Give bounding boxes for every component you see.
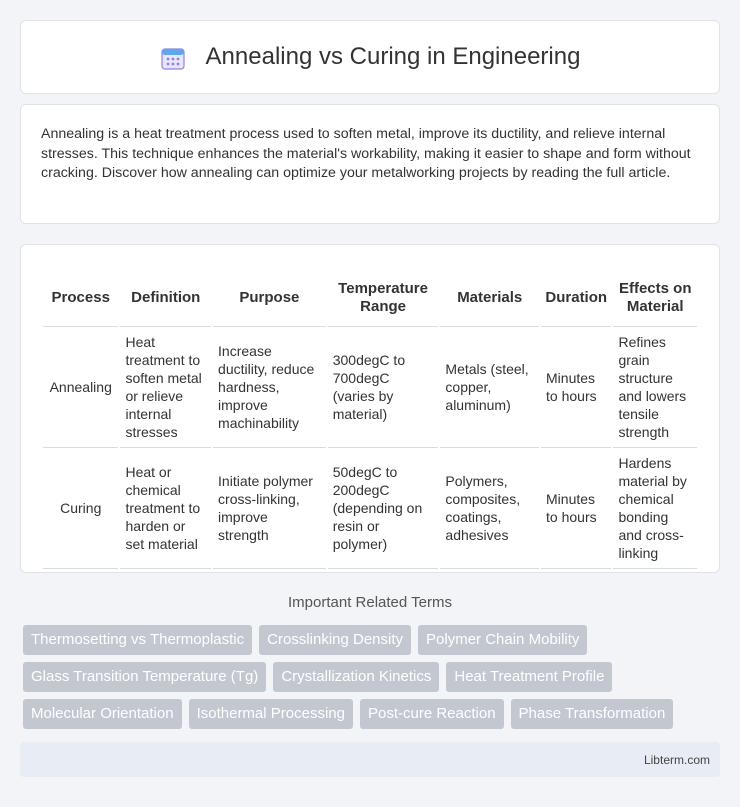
related-term-tag[interactable]: Phase Transformation — [511, 699, 674, 729]
header-process: Process — [43, 263, 118, 327]
table-cell: Refines grain structure and lowers tensile strength — [613, 327, 697, 448]
table-cell: Minutes to hours — [541, 327, 611, 448]
table-cell: 300degC to 700degC (varies by material) — [328, 327, 439, 448]
related-term-tag[interactable]: Heat Treatment Profile — [446, 662, 612, 692]
table-header-row — [43, 263, 697, 327]
header-materials: Materials — [440, 263, 539, 327]
table-cell: Increase ductility, reduce hardness, improve machinability — [213, 327, 326, 448]
comparison-table-card — [20, 244, 720, 573]
header-purpose: Purpose — [213, 263, 326, 327]
intro-card — [20, 104, 720, 224]
related-terms-title: Important Related Terms — [288, 594, 452, 611]
related-term-tag[interactable]: Crystallization Kinetics — [273, 662, 439, 692]
table-cell: Initiate polymer cross-linking, improve strength — [213, 448, 326, 569]
intro-text: Annealing is a heat treatment process used to soften metal, improve its ductility, and relieve internal stresses. This technique enhances the material's workability, making it easier to shape and form without cracking. Discover how annealing can optimize your metalworking projects by reading the full article. — [41, 126, 691, 181]
table-cell: 50degC to 200degC (depending on resin or polymer) — [328, 448, 439, 569]
table-cell: Annealing — [43, 327, 118, 448]
related-term-tag[interactable]: Molecular Orientation — [23, 699, 182, 729]
table-cell: Minutes to hours — [541, 448, 611, 569]
page-title: Annealing vs Curing in Engineering — [205, 43, 581, 70]
header-duration: Duration — [541, 263, 611, 327]
header-definition: Definition — [120, 263, 211, 327]
header-temperature-range: Temperature Range — [328, 263, 439, 327]
comparison-table — [41, 263, 699, 569]
calendar-icon — [160, 45, 186, 69]
table-cell: Hardens material by chemical bonding and cross-linking — [613, 448, 697, 569]
related-term-tag[interactable]: Post-cure Reaction — [360, 699, 504, 729]
related-terms-list — [23, 625, 723, 729]
footer — [20, 742, 720, 777]
header-effects: Effects on Material — [613, 263, 697, 327]
table-cell: Polymers, composites, coatings, adhesives — [440, 448, 539, 569]
table-cell: Heat treatment to soften metal or relieve internal stresses — [120, 327, 211, 448]
related-term-tag[interactable]: Isothermal Processing — [189, 699, 353, 729]
table-row — [43, 327, 697, 448]
related-term-tag[interactable]: Crosslinking Density — [259, 625, 411, 655]
related-term-tag[interactable]: Thermosetting vs Thermoplastic — [23, 625, 252, 655]
table-row — [43, 448, 697, 569]
table-cell: Curing — [43, 448, 118, 569]
related-term-tag[interactable]: Glass Transition Temperature (Tg) — [23, 662, 266, 692]
related-term-tag[interactable]: Polymer Chain Mobility — [418, 625, 587, 655]
table-cell: Metals (steel, copper, aluminum) — [440, 327, 539, 448]
header-card — [20, 20, 720, 94]
table-cell: Heat or chemical treatment to harden or set material — [120, 448, 211, 569]
footer-site-link[interactable]: Libterm.com — [643, 752, 710, 767]
